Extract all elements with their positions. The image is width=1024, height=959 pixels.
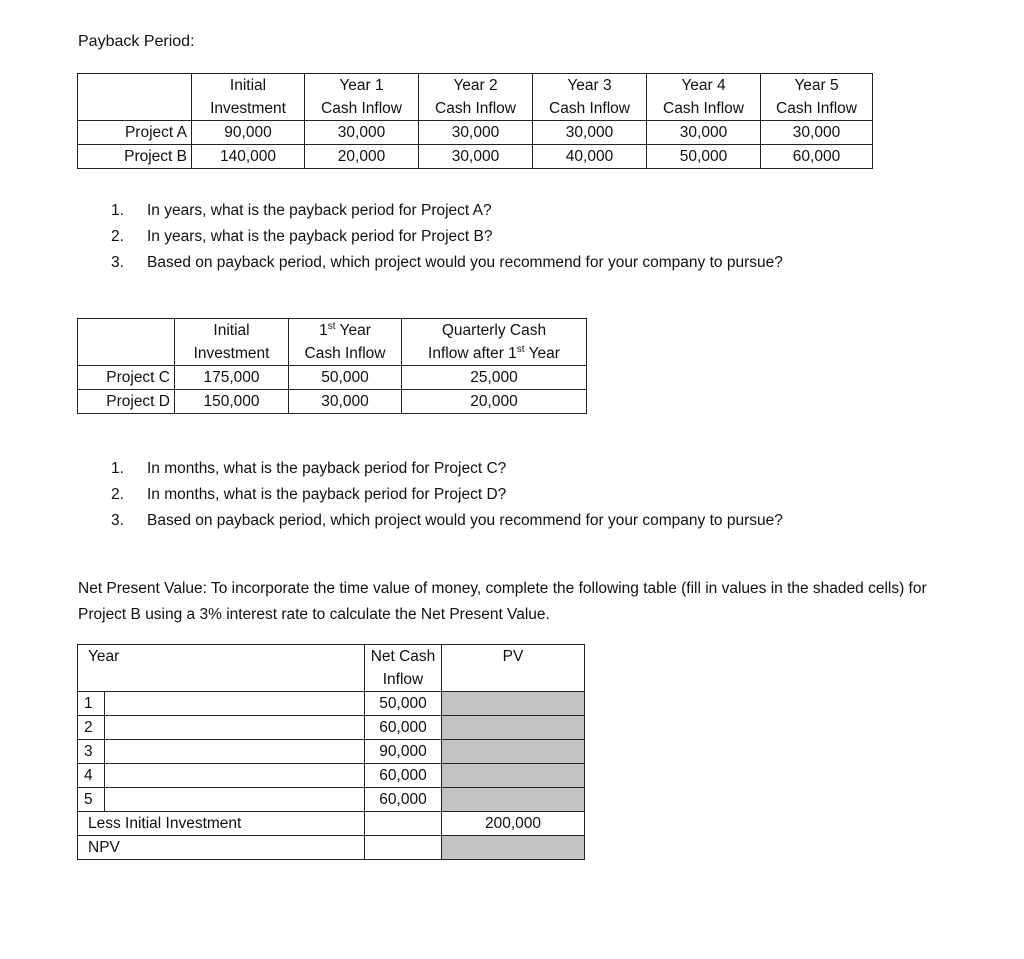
payback-heading: Payback Period: <box>78 33 195 50</box>
list-number: 1. <box>111 202 124 219</box>
table-row <box>78 788 585 812</box>
questions-list-2 <box>111 456 783 534</box>
npv-intro: Net Present Value: To incorporate the time value of money, complete the following table (fill in values in the shaded cells) for Project B using a 3% interest rate to calculate the Net Present Value. <box>78 580 927 623</box>
payback-table-cd <box>77 318 587 414</box>
cell: 20,000 <box>402 390 587 414</box>
superscript: st <box>516 343 525 355</box>
header-year4 <box>647 74 761 121</box>
payback-table-ab <box>77 73 873 169</box>
list-item <box>111 456 783 482</box>
cell: 175,000 <box>175 366 289 390</box>
less-initial-label: Less Initial Investment <box>78 812 365 836</box>
inflow-cell: 60,000 <box>365 788 442 812</box>
header-initial <box>192 74 305 121</box>
year-value: 5 <box>78 788 105 811</box>
list-item <box>111 250 783 276</box>
cell: 30,000 <box>419 145 533 169</box>
header-text: Year <box>524 345 560 362</box>
question-text: In years, what is the payback period for Project A? <box>147 202 492 219</box>
question-text: In months, what is the payback period for Project D? <box>147 486 507 503</box>
year-value: 4 <box>78 764 105 787</box>
list-item <box>111 224 783 250</box>
header-line: Investment <box>193 345 270 362</box>
header-line: Cash Inflow <box>549 100 630 117</box>
cell: 20,000 <box>305 145 419 169</box>
table-row <box>78 836 585 860</box>
header-line: Quarterly Cash <box>441 322 547 339</box>
header-text: Year <box>335 322 371 339</box>
header-line: Year 2 <box>453 77 498 94</box>
cell: 50,000 <box>647 145 761 169</box>
pv-input-cell[interactable] <box>442 716 585 740</box>
header-year: Year <box>78 645 365 692</box>
header-line: Year 3 <box>567 77 612 94</box>
year-cell <box>78 740 365 764</box>
table-row <box>78 812 585 836</box>
year-value: 3 <box>78 740 105 763</box>
header-year1 <box>305 74 419 121</box>
cell: 30,000 <box>533 121 647 145</box>
pv-input-cell[interactable] <box>442 692 585 716</box>
header-year5 <box>761 74 873 121</box>
pv-input-cell[interactable] <box>442 740 585 764</box>
question-text: Based on payback period, which project would you recommend for your company to pursue? <box>147 254 783 271</box>
question-text: In months, what is the payback period for Project C? <box>147 460 507 477</box>
header-line: Cash Inflow <box>435 100 516 117</box>
list-item <box>111 508 783 534</box>
pv-input-cell[interactable] <box>442 788 585 812</box>
inflow-cell: 60,000 <box>365 764 442 788</box>
cell: 140,000 <box>192 145 305 169</box>
list-item <box>111 198 783 224</box>
header-year2 <box>419 74 533 121</box>
header-quarterly <box>402 319 587 366</box>
less-initial-value: 200,000 <box>442 812 585 836</box>
row-label: Project D <box>78 390 175 414</box>
pv-input-cell[interactable] <box>442 764 585 788</box>
list-item <box>111 482 783 508</box>
questions-list-1 <box>111 198 783 276</box>
header-pv: PV <box>442 645 585 692</box>
cell: 40,000 <box>533 145 647 169</box>
table-row <box>78 366 587 390</box>
cell: 30,000 <box>647 121 761 145</box>
header-line: Cash Inflow <box>663 100 744 117</box>
cell: 90,000 <box>192 121 305 145</box>
header-inflow <box>365 645 442 692</box>
inflow-cell: 60,000 <box>365 716 442 740</box>
corner-cell <box>78 319 175 366</box>
row-label: Project C <box>78 366 175 390</box>
row-label: Project B <box>78 145 192 169</box>
cell: 60,000 <box>761 145 873 169</box>
header-line <box>406 342 582 365</box>
header-line: Year 1 <box>339 77 384 94</box>
table-row <box>78 764 585 788</box>
list-number: 3. <box>111 512 124 529</box>
header-line: Initial <box>213 322 250 339</box>
row-label: Project A <box>78 121 192 145</box>
empty-cell <box>365 812 442 836</box>
inflow-cell: 90,000 <box>365 740 442 764</box>
header-line: Investment <box>210 100 286 117</box>
list-number: 3. <box>111 254 124 271</box>
header-line <box>293 319 397 342</box>
header-year3 <box>533 74 647 121</box>
list-number: 2. <box>111 486 124 503</box>
table-row <box>78 692 585 716</box>
cell: 25,000 <box>402 366 587 390</box>
npv-label: NPV <box>78 836 365 860</box>
year-value: 2 <box>78 716 105 739</box>
npv-input-cell[interactable] <box>442 836 585 860</box>
cell: 150,000 <box>175 390 289 414</box>
year-cell <box>78 716 365 740</box>
inflow-cell: 50,000 <box>365 692 442 716</box>
year-value: 1 <box>78 692 105 715</box>
header-text: Inflow after 1 <box>428 345 517 362</box>
cell: 30,000 <box>289 390 402 414</box>
header-line: Inflow <box>382 671 424 688</box>
superscript: st <box>327 320 336 332</box>
cell: 50,000 <box>289 366 402 390</box>
header-line: Cash Inflow <box>304 345 386 362</box>
list-number: 1. <box>111 460 124 477</box>
header-first-year <box>289 319 402 366</box>
npv-table <box>77 644 585 860</box>
table-row <box>78 390 587 414</box>
cell: 30,000 <box>305 121 419 145</box>
table-row <box>78 145 873 169</box>
table-row <box>78 716 585 740</box>
cell: 30,000 <box>761 121 873 145</box>
header-line: Net Cash <box>370 648 436 665</box>
year-cell <box>78 692 365 716</box>
table-row <box>78 740 585 764</box>
header-line: Cash Inflow <box>321 100 402 117</box>
header-line: Cash Inflow <box>776 100 857 117</box>
year-cell <box>78 764 365 788</box>
corner-cell <box>78 74 192 121</box>
empty-cell <box>365 836 442 860</box>
table-row <box>78 121 873 145</box>
header-initial <box>175 319 289 366</box>
question-text: In years, what is the payback period for Project B? <box>147 228 493 245</box>
list-number: 2. <box>111 228 124 245</box>
header-line: Initial <box>229 77 267 94</box>
header-text: 1 <box>319 322 328 339</box>
question-text: Based on payback period, which project would you recommend for your company to pursue? <box>147 512 783 529</box>
year-cell <box>78 788 365 812</box>
cell: 30,000 <box>419 121 533 145</box>
header-line: Year 4 <box>681 77 726 94</box>
header-line: Year 5 <box>794 77 839 94</box>
